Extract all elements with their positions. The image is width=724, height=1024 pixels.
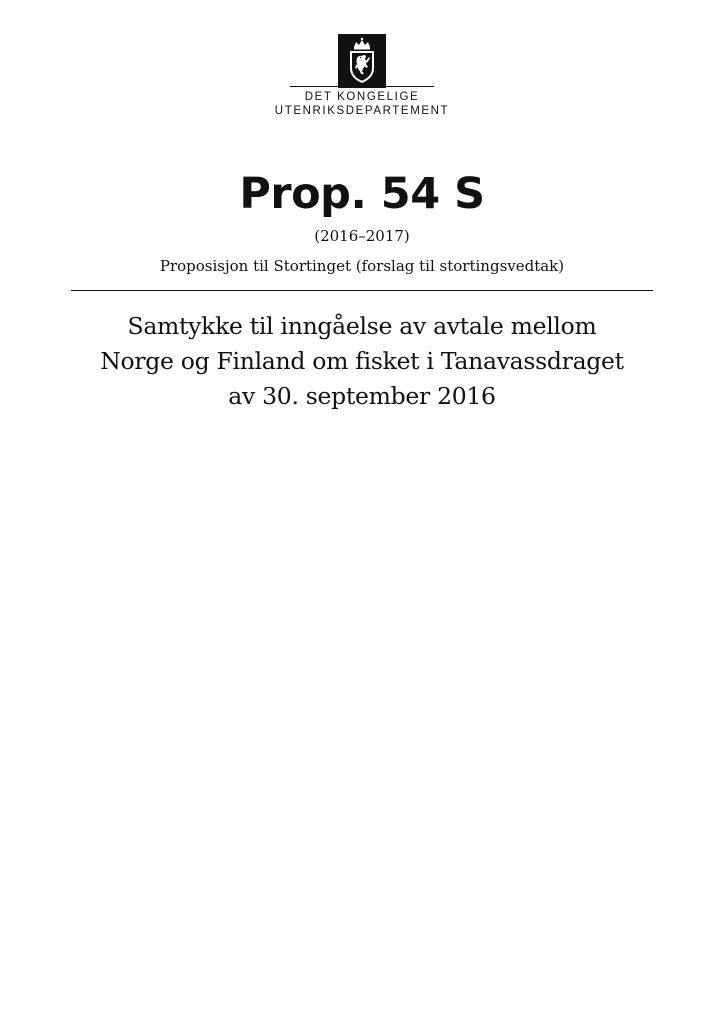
- ministry-name-line1: DET KONGELIGE: [304, 91, 420, 103]
- main-title-line: Samtykke til inngåelse av avtale mellom: [127, 312, 597, 340]
- ministry-rule: [290, 86, 434, 87]
- main-title-line: av 30. september 2016: [228, 382, 496, 410]
- title-divider: [71, 290, 653, 291]
- main-title-line: Norge og Finland om fisket i Tanavassdraget: [100, 347, 624, 375]
- proposition-subtitle: Proposisjon til Stortinget (forslag til stortingsvedtak): [159, 257, 565, 275]
- main-title: [60, 309, 664, 414]
- session-years: (2016–2017): [314, 227, 410, 245]
- proposition-title: Prop. 54 S: [239, 169, 485, 219]
- norwegian-coat-of-arms-icon: [338, 34, 386, 88]
- ministry-name-line2: UTENRIKSDEPARTEMENT: [274, 105, 450, 117]
